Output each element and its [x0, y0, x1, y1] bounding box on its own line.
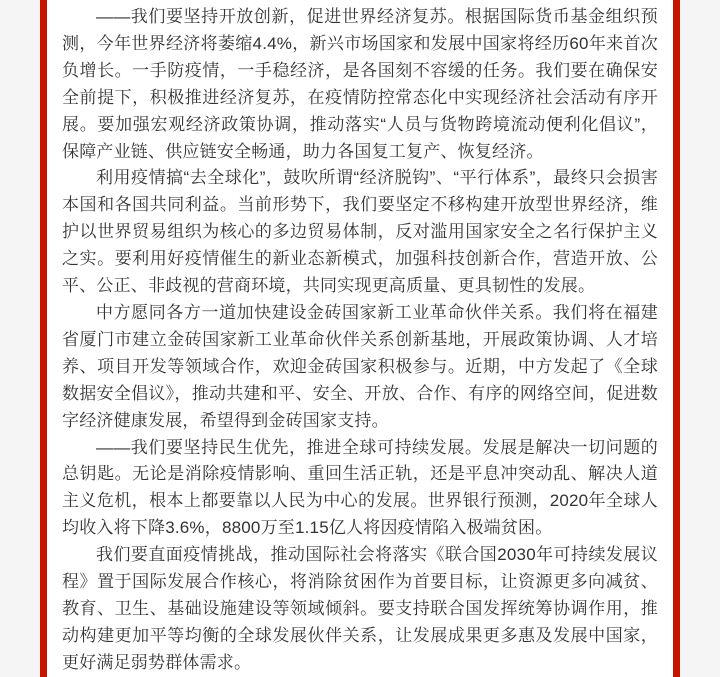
left-accent-bar	[40, 0, 47, 677]
article-paragraph: 利用疫情搞“去全球化”，鼓吹所谓“经济脱钩”、“平行体系”，最终只会损害本国和各国共同利益。当前形势下，我们要坚定不移构建开放型世界经济，维护以世界贸易组织为核心的多边贸易体制，反对滥用国家安全之名行保护主义之实。要利用好疫情催生的新业态新模式，加强科技创新合作，营造开放、公平、公正、非歧视的营商环境，共同实现更高质量、更具韧性的发展。	[62, 168, 658, 296]
article-paragraph: ——我们要坚持民生优先，推进全球可持续发展。发展是解决一切问题的总钥匙。无论是消除疫情影响、重回生活正轨，还是平息冲突动乱、解决人道主义危机，根本上都要靠以人民为中心的发展。世界银行预测，2020年全球人均收入将下降3.6%，8800万至1.15亿人将因疫情陷入极端贫困。	[62, 437, 658, 538]
article-paragraph: 我们要直面疫情挑战，推动国际社会将落实《联合国2030年可持续发展议程》置于国际发展合作核心，将消除贫困作为首要目标，让资源更多向减贫、教育、卫生、基础设施建设等领域倾斜。要支持联合国发挥统筹协调作用，推动构建更加平等均衡的全球发展伙伴关系，让发展成果更多惠及发展中国家，更好满足弱势群体需求。	[62, 545, 658, 672]
article-paragraph: 中方愿同各方一道加快建设金砖国家新工业革命伙伴关系。我们将在福建省厦门市建立金砖国家新工业革命伙伴关系创新基地，开展政策协调、人才培养、项目开发等领域合作，欢迎金砖国家积极参与。近期，中方发起了《全球数据安全倡议》，推动共建和平、安全、开放、合作、有序的网络空间，促进数字经济健康发展，希望得到金砖国家支持。	[62, 302, 658, 430]
article-body	[47, 0, 673, 677]
article-panel	[47, 0, 673, 677]
article-paragraph: ——我们要坚持开放创新，促进世界经济复苏。根据国际货币基金组织预测，今年世界经济将萎缩4.4%，新兴市场国家和发展中国家将经历60年来首次负增长。一手防疫情，一手稳经济，是各国刻不容缓的任务。我们要在确保安全前提下，积极推进经济复苏，在疫情防控常态化中实现经济社会活动有序开展。要加强宏观经济政策协调，推动落实“人员与货物跨境流动便利化倡议”，保障产业链、供应链安全畅通，助力各国复工复产、恢复经济。	[62, 7, 658, 161]
right-accent-bar	[673, 0, 680, 677]
